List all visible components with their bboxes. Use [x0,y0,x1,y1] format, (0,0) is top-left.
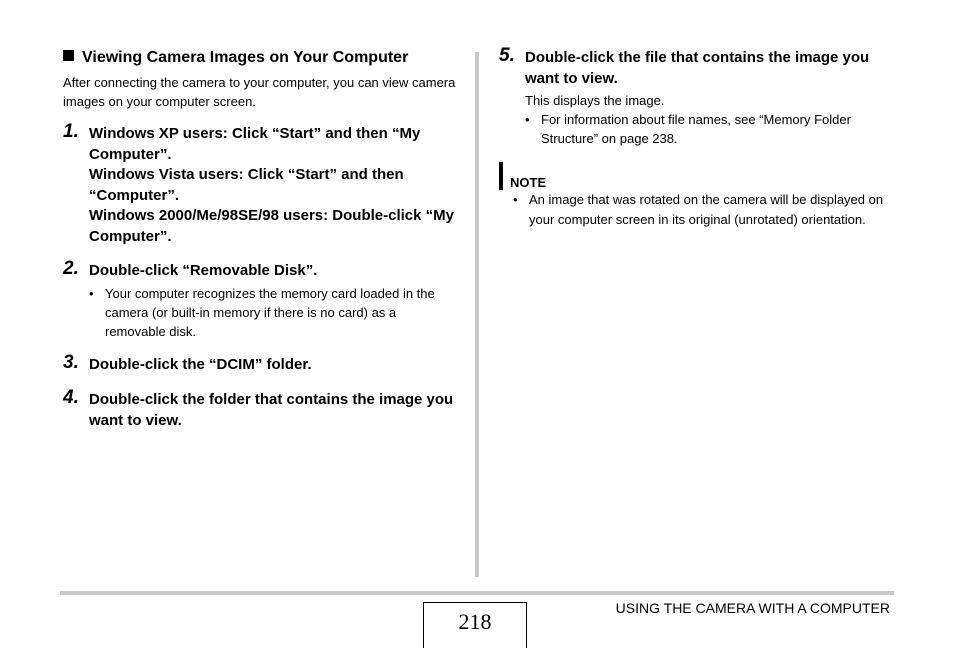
step-number: 3. [63,352,79,373]
bullet-icon: • [89,285,94,301]
bullet-icon: • [513,192,518,207]
note-bar [499,162,503,190]
square-bullet-icon [63,50,74,61]
step-4 [63,387,458,431]
step-text: Double-click the “DCIM” folder. [89,356,312,373]
column-divider [475,52,479,577]
step-number: 4. [63,387,79,408]
step-subtext: This displays the image. [525,93,665,108]
step-5 [499,45,894,148]
footer-rule [60,591,894,595]
step-1 [63,121,458,247]
section-heading: Viewing Camera Images on Your Computer [63,48,408,68]
step-text: Double-click “Removable Disk”. [89,262,318,279]
step-2 [63,258,458,341]
step-text: Double-click the folder that contains the image you want to view. [89,391,454,429]
note-title: NOTE [510,175,547,190]
footer-section-title: USING THE CAMERA WITH A COMPUTER [615,600,890,616]
step-number: 5. [499,45,515,66]
step-text: Double-click the file that contains the image you want to view. [525,49,870,87]
bullet-item: • For information about file names, see “Memory Folder Structure” on page 238. [525,112,851,146]
page-number: 218 [458,609,492,634]
step-3 [63,352,458,376]
page-number-box [423,602,527,648]
note-bullet-item: • An image that was rotated on the camera will be displayed on your computer screen in its original (unrotated) orientation. [513,192,884,227]
bullet-icon: • [525,112,530,127]
intro-paragraph: After connecting the camera to your computer, you can view camera images on your computer screen. [63,75,456,109]
bullet-item: • Your computer recognizes the memory card loaded in the camera (or built-in memory if there is no card) as a removable disk. [89,285,435,339]
step-number: 2. [63,258,79,279]
step-number: 1. [63,121,79,142]
step-text: Windows XP users: Click “Start” and then “My Computer”. Windows Vista users: Click “Start” and then “Computer”. Windows 2000/Me/98SE/98 users: Double-click “My Computer”. [89,125,454,245]
